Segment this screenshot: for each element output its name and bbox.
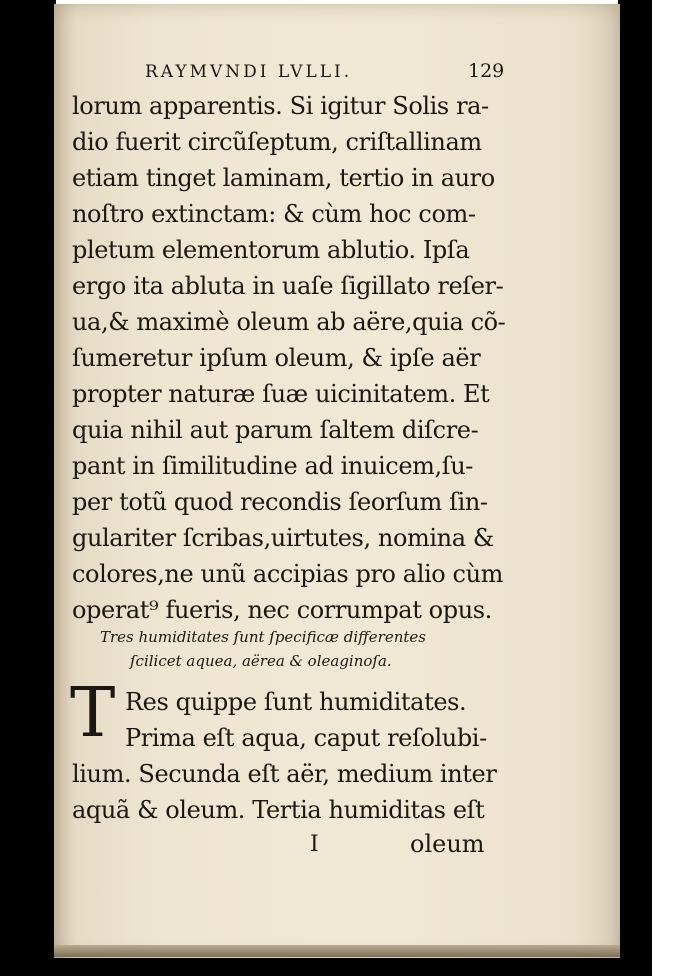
- page-number: 129: [468, 60, 505, 82]
- page-bottom-edge: [54, 945, 620, 957]
- catchword: oleum: [410, 830, 485, 858]
- text-line: ſumeretur ipſum oleum, & ipſe aër: [72, 344, 481, 372]
- signature-mark: I: [310, 832, 319, 857]
- running-head: RAYMVNDI LVLLI.: [145, 62, 353, 82]
- text-line: dio fuerit circũſeptum, criſtallinam: [72, 128, 482, 156]
- section-caption-line: Tres humiditates ſunt ſpecificæ differentes: [100, 628, 426, 646]
- text-line: propter naturæ ſuæ uicinitatem. Et: [72, 380, 490, 408]
- text-line: Res quippe ſunt humiditates.: [125, 688, 467, 716]
- text-line: lorum apparentis. Si igitur Solis ra-: [72, 92, 489, 120]
- left-dark-border: [0, 0, 56, 976]
- text-line: quia nihil aut parum ſaltem diſcre-: [72, 416, 479, 444]
- text-line: etiam tinget laminam, tertio in auro: [72, 164, 495, 192]
- text-line: colores,ne unũ accipias pro alio cùm: [72, 560, 503, 588]
- text-line: pletum elementorum ablutio. Ipſa: [72, 236, 470, 264]
- bottom-dark-border: [0, 955, 652, 976]
- drop-cap: T: [70, 674, 116, 753]
- text-line: lium. Secunda eſt aër, medium inter: [72, 760, 497, 788]
- text-line: operat⁹ fueris, nec corrumpat opus.: [72, 596, 492, 624]
- right-dark-border: [618, 0, 652, 976]
- text-line: ua,& maximè oleum ab aëre,quia cõ-: [72, 308, 506, 336]
- text-line: noſtro extinctam: & cùm hoc com-: [72, 200, 476, 228]
- text-line: ergo ita abluta in uaſe ſigillato reſer-: [72, 272, 504, 300]
- text-line: pant in ſimilitudine ad inuicem,ſu-: [72, 452, 473, 480]
- section-caption-line: ſcilicet aquea, aërea & oleaginoſa.: [130, 652, 392, 670]
- text-line: Prima eſt aqua, caput reſolubi-: [125, 724, 487, 752]
- text-line: per totũ quod recondis ſeorſum ſin-: [72, 488, 488, 516]
- text-line: gulariter ſcribas,uirtutes, nomina &: [72, 524, 494, 552]
- text-line: aquã & oleum. Tertia humiditas eſt: [72, 796, 485, 824]
